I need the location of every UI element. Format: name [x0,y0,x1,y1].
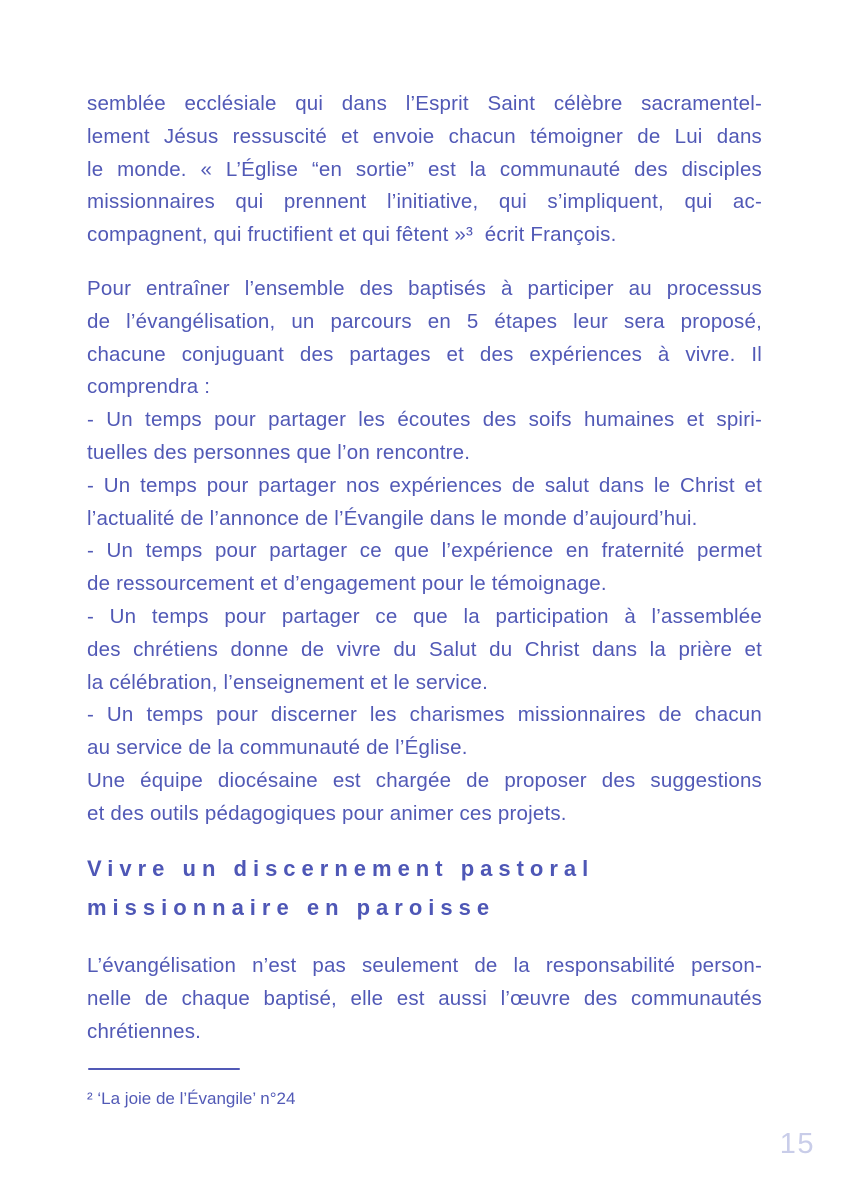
text-line: chacune conjuguant des partages et des expériences à vivre. Il [87,342,762,366]
heading-line: Vivre un discernement pastoral [87,856,595,881]
text-line: - Un temps pour discerner les charismes missionnaires de chacun [87,703,762,727]
text-line: - Un temps pour partager ce que la participation à l’assemblée [87,604,762,628]
text-line: - Un temps pour partager ce que l’expérience en fraternité permet [87,539,762,563]
text-line: l’actualité de l’annonce de l’Évangile dans le monde d’aujourd’hui. [87,506,698,530]
text-line: L’évangélisation n’est pas seulement de la responsabilité person- [87,954,762,977]
heading-line: missionnaire en paroisse [87,895,496,920]
text-line: - Un temps pour partager nos expériences de salut dans le Christ et [87,473,762,497]
text-line: chrétiennes. [87,1019,202,1043]
text-line: la célébration, l’enseignement et le service. [87,670,488,694]
page-number: 15 [779,1128,815,1160]
text-line: le monde. « L’Église “en sortie” est la communauté des disciples [87,157,762,181]
text-line: Une équipe diocésaine est chargée de proposer des suggestions [87,768,762,792]
section-heading [87,849,762,927]
text-line: au service de la communauté de l’Église. [87,736,468,760]
text-line: de l’évangélisation, un parcours en 5 étapes leur sera proposé, [87,309,762,333]
text-line: des chrétiens donne de vivre du Salut du Christ dans la prière et [87,637,762,661]
text-line: nelle de chaque baptisé, elle est aussi l’œuvre des communautés [87,986,762,1010]
text-line: semblée ecclésiale qui dans l’Esprit Saint célèbre sacramentel- [87,92,762,115]
footnote-divider [88,1068,240,1070]
footnote: ² ‘La joie de l’Évangile’ n°24 [87,1089,296,1108]
text-line: compagnent, qui fructifient et qui fêtent »³ écrit François. [87,223,617,247]
text-line: et des outils pédagogiques pour animer ces projets. [87,801,567,825]
paragraph-2 [87,273,762,831]
text-line: - Un temps pour partager les écoutes des soifs humaines et spiri- [87,408,762,432]
paragraph-3 [87,950,762,1048]
text-line: missionnaires qui prennent l’initiative, qui s’impliquent, qui ac- [87,190,762,214]
text-line: lement Jésus ressuscité et envoie chacun témoigner de Lui dans [87,124,762,148]
text-line: tuelles des personnes que l’on rencontre. [87,440,471,464]
paragraph-1 [87,88,762,252]
text-line: Pour entraîner l’ensemble des baptisés à participer au processus [87,277,762,300]
text-line: de ressourcement et d’engagement pour le témoignage. [87,572,607,596]
text-line: comprendra : [87,375,211,399]
